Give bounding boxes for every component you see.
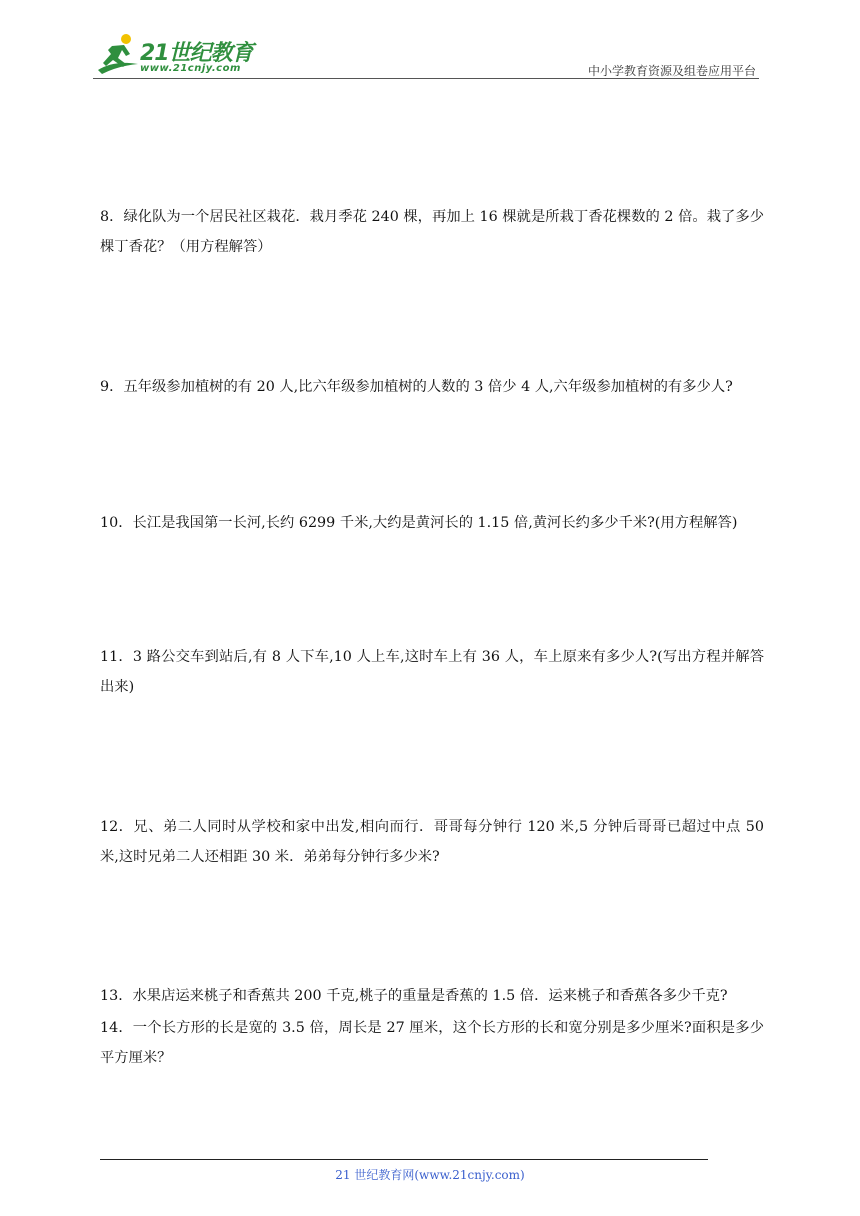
footer-link[interactable]: 21 世纪教育网(www.21cnjy.com) [335,1168,525,1182]
page-header [0,0,860,90]
header-divider [93,78,759,79]
question-8: 8．绿化队为一个居民社区栽花．栽月季花 240 棵，再加上 16 棵就是所栽丁香花棵数的 2 倍。栽了多少棵丁香花？（用方程解答） [100,209,764,255]
question-14: 14．一个长方形的长是宽的 3.5 倍，周长是 27 厘米，这个长方形的长和宽分别是多少厘米?面积是多少平方厘米？ [100,1020,764,1066]
logo-text: 21世纪教育 [140,41,253,66]
runner-logo-icon [92,32,142,78]
logo-url: www.21cnjy.com [140,63,241,74]
footer-divider [100,1159,708,1160]
question-11: 11．3 路公交车到站后,有 8 人下车,10 人上车,这时车上有 36 人，车上原来有多少人?(写出方程并解答出来) [100,649,764,695]
question-9: 9．五年级参加植树的有 20 人,比六年级参加植树的人数的 3 倍少 4 人,六年级参加植树的有多少人? [100,379,733,395]
platform-title: 中小学教育资源及组卷应用平台 [587,64,756,78]
site-logo[interactable] [92,32,262,80]
question-13: 13．水果店运来桃子和香蕉共 200 千克,桃子的重量是香蕉的 1.5 倍．运来桃子和香蕉各多少千克? [100,988,728,1004]
question-12: 12．兄、弟二人同时从学校和家中出发,相向而行．哥哥每分钟行 120 米,5 分钟后哥哥已超过中点 50 米,这时兄弟二人还相距 30 米．弟弟每分钟行多少米? [100,819,764,865]
question-10: 10．长江是我国第一长河,长约 6299 千米,大约是黄河长的 1.15 倍,黄河长约多少千米?(用方程解答) [100,515,738,531]
